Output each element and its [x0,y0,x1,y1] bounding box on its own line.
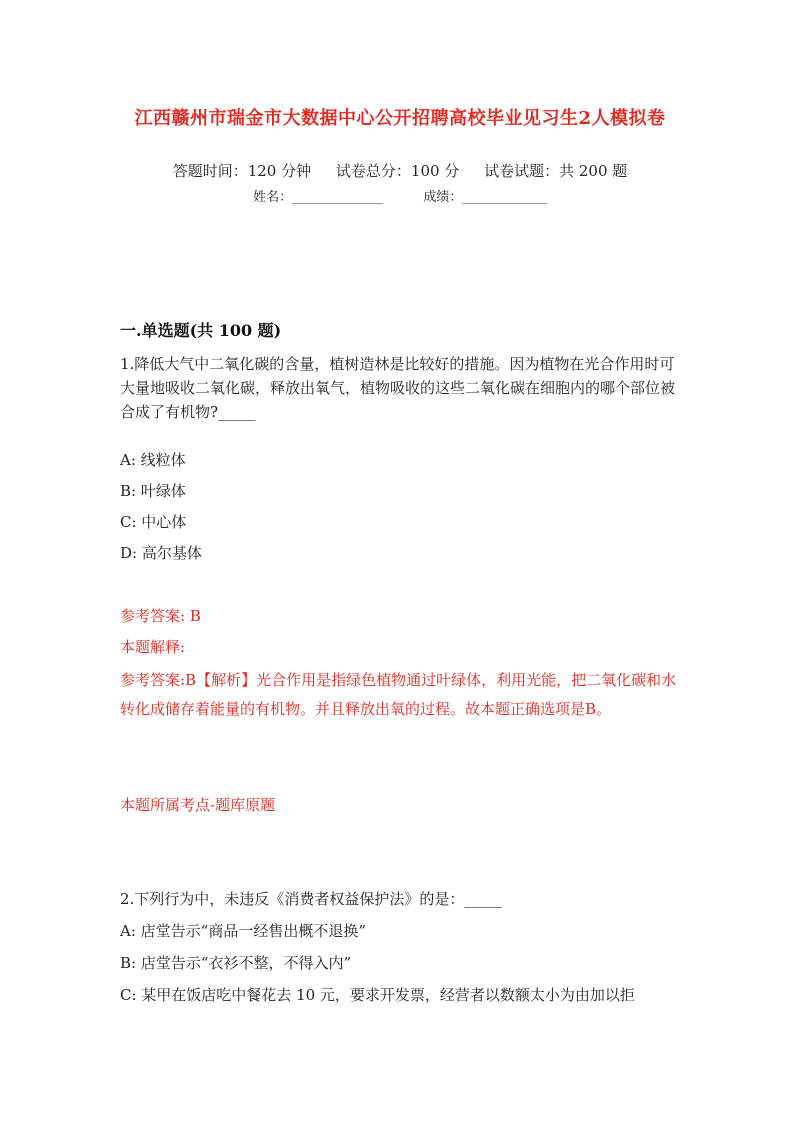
question-1-option-c: C: 中心体 [120,513,187,531]
question-1-source: 本题所属考点-题库原题 [120,796,276,814]
question-1-option-b: B: 叶绿体 [120,482,186,500]
exam-total-score: 试卷总分：100 分 [335,162,460,180]
question-1-explanation: 参考答案:B【解析】光合作用是指绿色植物通过叶绿体，利用光能，把二氧化碳和水转化成储存着能量的有机物。并且释放出氧的过程。故本题正确选项是B。 [120,671,677,718]
section-title: 一.单选题(共 100 题) [120,321,282,340]
exam-total-questions: 试卷试题：共 200 题 [484,162,628,180]
question-1-explain-label: 本题解释: [120,638,186,656]
question-1-option-a: A: 线粒体 [120,451,186,469]
exam-time: 答题时间：120 分钟 [172,162,312,180]
question-2-option-c: C: 某甲在饭店吃中餐花去 10 元，要求开发票，经营者以数额太小为由加以拒 [120,986,635,1004]
name-field: 姓名：______________ [253,190,384,205]
question-1-answer: 参考答案: B [120,607,201,625]
question-2-option-a: A: 店堂告示“商品一经售出概不退换” [120,922,366,940]
question-2-option-b: B: 店堂告示“衣衫不整，不得入内” [120,954,352,972]
document-title: 江西赣州市瑞金市大数据中心公开招聘高校毕业见习生2人模拟卷 [134,108,666,129]
question-2-text: 2.下列行为中，未违反《消费者权益保护法》的是：_____ [120,890,502,908]
exam-meta [0,160,800,181]
score-field: 成绩：_____________ [423,190,547,205]
candidate-info [0,186,800,205]
question-1-text: 1.降低大气中二氧化碳的含量，植树造林是比较好的措施。因为植物在光合作用时可大量地吸收二氧化碳，释放出氧气，植物吸收的这些二氧化碳在细胞内的哪个部位被合成了有机物?_____ [120,355,676,421]
question-1-option-d: D: 高尔基体 [120,544,202,562]
